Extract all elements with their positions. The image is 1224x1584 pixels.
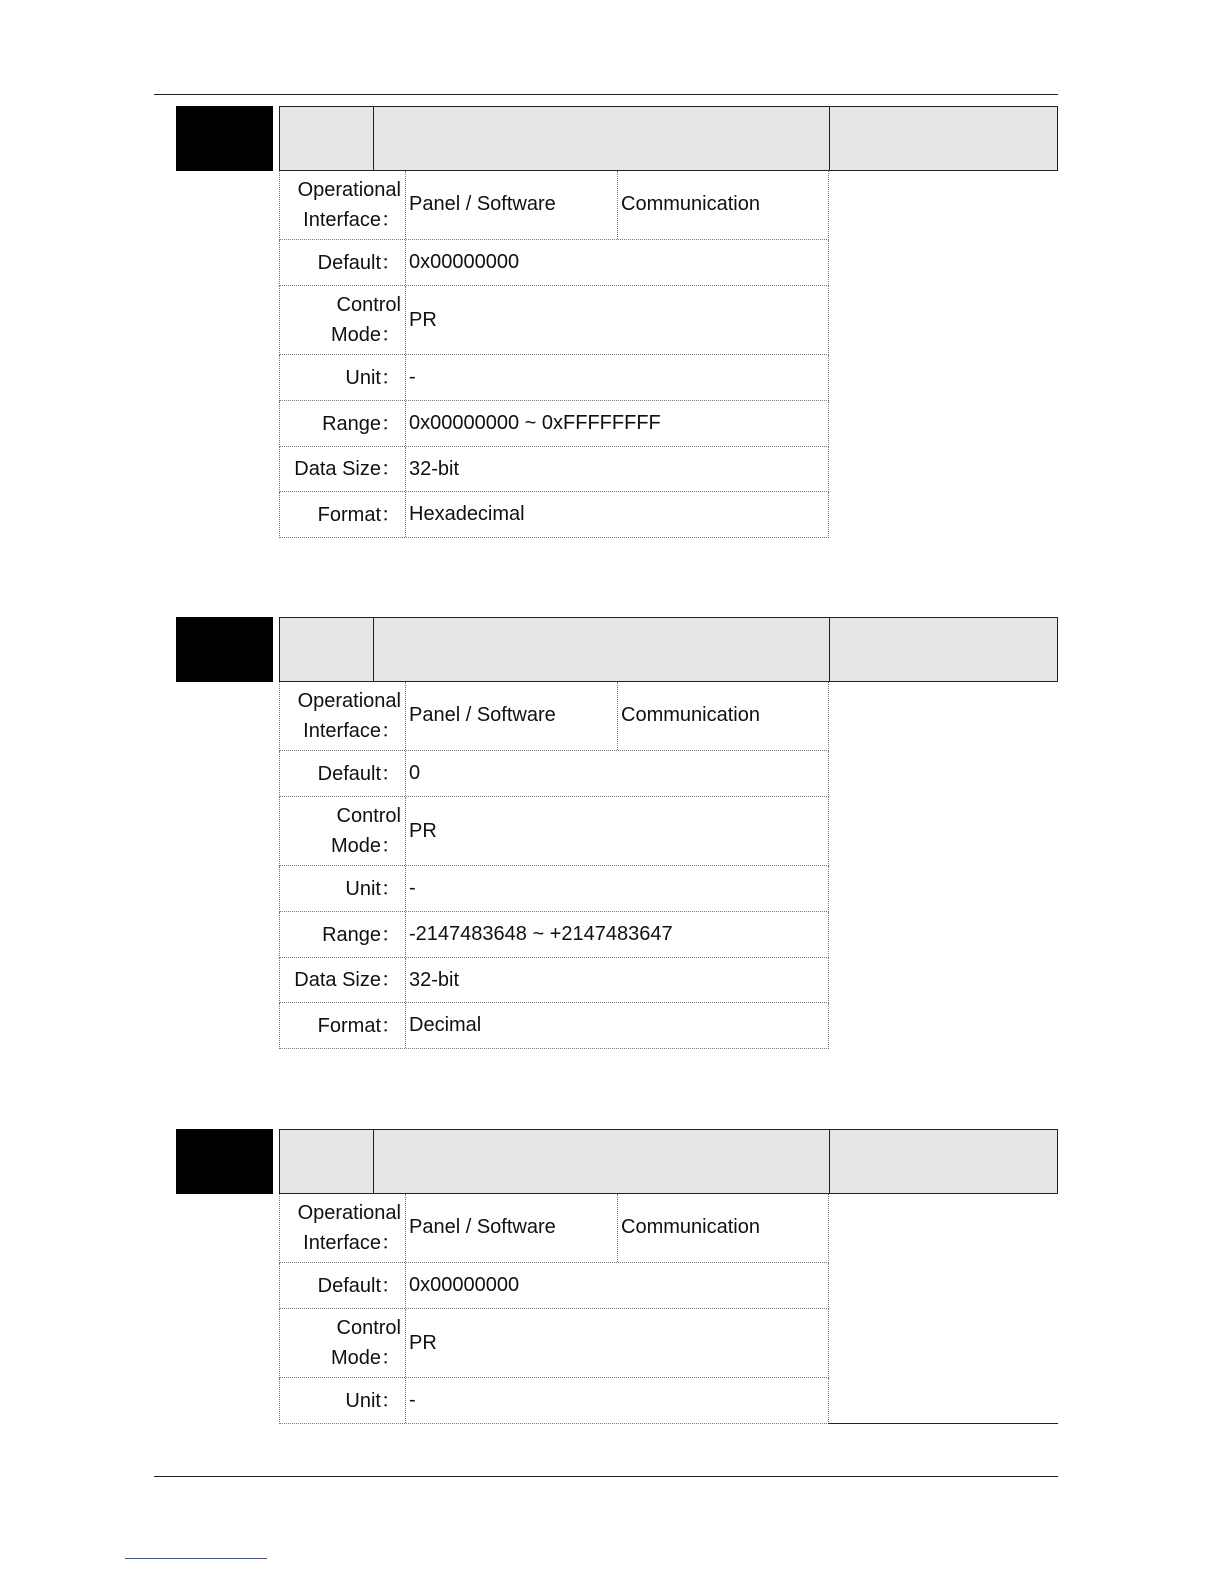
format-row xyxy=(279,492,829,538)
interface-label: Operational Interface： xyxy=(280,1194,406,1262)
param-code-tab xyxy=(176,617,273,682)
param-reference-cell xyxy=(830,107,1057,170)
header-rule xyxy=(154,94,1058,95)
format-label: Format： xyxy=(280,492,406,537)
interface-panel-value: Panel / Software xyxy=(409,193,556,215)
range-value: -2147483648 ~ +2147483647 xyxy=(409,923,673,945)
default-label: Default： xyxy=(280,1263,406,1308)
param-block-1 xyxy=(0,106,1224,538)
interface-panel-value: Panel / Software xyxy=(409,704,556,726)
unit-row xyxy=(279,866,829,912)
interface-divider xyxy=(617,1194,618,1262)
param-code-tab xyxy=(176,106,273,171)
unit-value: - xyxy=(409,366,416,388)
data-size-value: 32-bit xyxy=(409,968,460,991)
data-size-row xyxy=(279,447,829,492)
param-name-cell xyxy=(373,1130,830,1193)
control-mode-label: Control Mode： xyxy=(280,797,406,865)
interface-panel-value: Panel / Software xyxy=(409,1216,556,1238)
interface-comm-value: Communication xyxy=(621,193,760,215)
footer-rule xyxy=(154,1476,1058,1477)
param-address-cell xyxy=(280,618,374,681)
unit-value: - xyxy=(409,877,416,899)
unit-value: - xyxy=(409,1389,416,1411)
default-row xyxy=(279,240,829,286)
default-value: 0 xyxy=(409,762,421,784)
param-code-tab xyxy=(176,1129,273,1194)
interface-divider xyxy=(617,171,618,239)
unit-row xyxy=(279,1378,829,1424)
range-row xyxy=(279,912,829,958)
control-mode-value: PR xyxy=(409,308,437,331)
default-label: Default： xyxy=(280,751,406,796)
format-value: Hexadecimal xyxy=(409,503,525,525)
param-name-cell xyxy=(373,107,830,170)
default-value: 0x00000000 xyxy=(409,1274,520,1296)
control-mode-value: PR xyxy=(409,819,437,842)
interface-comm-value: Communication xyxy=(621,704,760,726)
param-header-row xyxy=(279,1129,1058,1194)
param-block-3 xyxy=(0,1129,1224,1429)
interface-label: Operational Interface： xyxy=(280,682,406,750)
format-value: Decimal xyxy=(409,1014,482,1036)
control-mode-row xyxy=(279,1309,829,1378)
data-size-label: Data Size： xyxy=(280,958,406,1002)
unit-row xyxy=(279,355,829,401)
reference-cell-bottom-rule xyxy=(828,1423,1058,1424)
param-reference-cell xyxy=(830,618,1057,681)
param-address-cell xyxy=(280,1130,374,1193)
param-header-row xyxy=(279,106,1058,171)
range-label: Range： xyxy=(280,401,406,446)
interface-row xyxy=(279,1194,829,1263)
param-address-cell xyxy=(280,107,374,170)
default-label: Default： xyxy=(280,240,406,285)
format-row xyxy=(279,1003,829,1049)
footer-link-underline[interactable] xyxy=(125,1558,267,1559)
data-size-label: Data Size： xyxy=(280,447,406,491)
default-row xyxy=(279,1263,829,1309)
control-mode-row xyxy=(279,286,829,355)
unit-label: Unit： xyxy=(280,1378,406,1423)
control-mode-label: Control Mode： xyxy=(280,1309,406,1377)
range-label: Range： xyxy=(280,912,406,957)
interface-divider xyxy=(617,682,618,750)
param-block-2 xyxy=(0,617,1224,1049)
param-reference-cell xyxy=(830,1130,1057,1193)
param-header-row xyxy=(279,617,1058,682)
interface-label: Operational Interface： xyxy=(280,171,406,239)
default-row xyxy=(279,751,829,797)
param-name-cell xyxy=(373,618,830,681)
data-size-value: 32-bit xyxy=(409,457,460,480)
default-value: 0x00000000 xyxy=(409,251,520,273)
range-row xyxy=(279,401,829,447)
unit-label: Unit： xyxy=(280,355,406,400)
interface-row xyxy=(279,682,829,751)
interface-comm-value: Communication xyxy=(621,1216,760,1238)
data-size-row xyxy=(279,958,829,1003)
control-mode-value: PR xyxy=(409,1331,437,1354)
control-mode-row xyxy=(279,797,829,866)
format-label: Format： xyxy=(280,1003,406,1048)
unit-label: Unit： xyxy=(280,866,406,911)
control-mode-label: Control Mode： xyxy=(280,286,406,354)
interface-row xyxy=(279,171,829,240)
range-value: 0x00000000 ~ 0xFFFFFFFF xyxy=(409,412,661,434)
